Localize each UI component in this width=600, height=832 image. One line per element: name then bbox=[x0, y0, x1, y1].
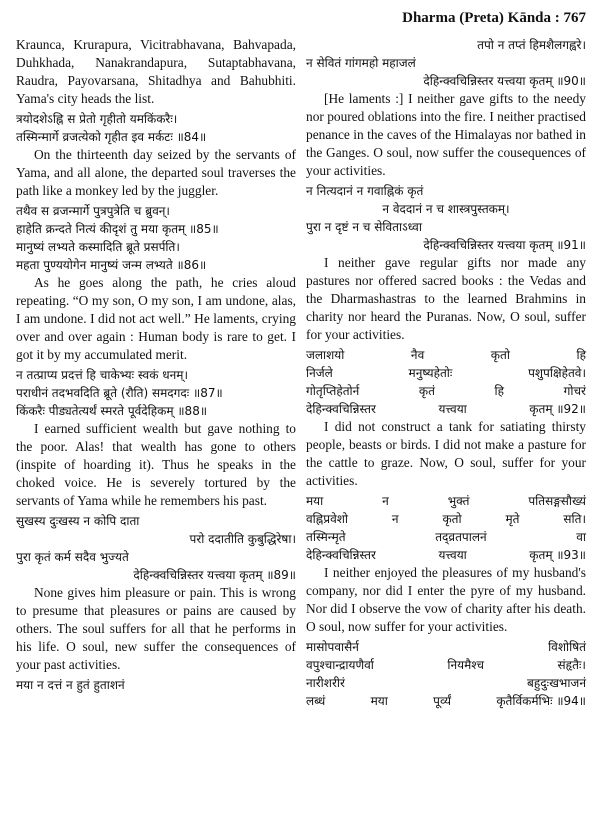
verse-line: देहिन्क्वचिन्निस्तर यत्त्वया कृतम् ॥90॥ bbox=[423, 74, 586, 88]
verse-line: तपो न तप्तं हिमशैलगह्वरे। bbox=[477, 38, 586, 52]
right-column bbox=[306, 36, 586, 710]
verse-word: मृते bbox=[505, 512, 520, 526]
verse-word: कृतम् ॥92॥ bbox=[529, 402, 586, 416]
verse-word: सति। bbox=[563, 512, 586, 526]
paragraph: I neither enjoyed the pleasures of my husband's company, nor did I enter the pyre of my husband. Nor did I observe the vow of charity after his death. O soul, now suffer for your activities. bbox=[306, 565, 586, 634]
verse-word: कृतैर्विकर्मभिः ॥94॥ bbox=[496, 694, 586, 708]
verse-word: नियमैश्च bbox=[447, 658, 484, 672]
paragraph: [He laments :] I neither gave gifts to the needy nor poured oblations into the fire. I neither practised penance in the caves of the Himalayas nor bathed in the Ganges. O soul, now suffer the cousequences of your activities. bbox=[306, 91, 587, 178]
verse-line bbox=[306, 656, 586, 674]
paragraph: I did not construct a tank for satiating thirsty people, beasts or birds. I did not make a pasture for the cattle to graze. Now, O soul, suffer for your activities. bbox=[306, 419, 586, 488]
verse-word: पूर्व्यं bbox=[433, 694, 452, 708]
verse-word: न bbox=[382, 494, 389, 508]
verse-word: पशुपक्षिहेतवे। bbox=[528, 366, 586, 380]
verse-line: न सेवितं गांगमहो महाजलं bbox=[306, 56, 416, 70]
left-column bbox=[16, 36, 296, 694]
paragraph: On the thirteenth day seized by the servants of Yama, and all alone, the departed soul traverses the path like a monkey led by the juggler. bbox=[16, 147, 296, 198]
verse-word: मनुष्यहेतोः bbox=[408, 366, 453, 380]
verse-line: तथैव स व्रजन्मार्गे पुत्रपुत्रेति च ब्रुवन्। bbox=[16, 204, 170, 218]
verse-word: कृतो bbox=[490, 348, 510, 362]
verse-line: देहिन्क्वचिन्निस्तर यत्त्वया कृतम् ॥89॥ bbox=[133, 568, 296, 582]
verse-word: जलाशयो bbox=[306, 348, 345, 362]
verse-line: महता पुण्ययोगेन मानुष्यं जन्म लभ्यते ॥86॥ bbox=[16, 258, 207, 272]
verse-word: मया bbox=[306, 494, 324, 508]
paragraph: None gives him pleasure or pain. This is wrong to presume that pleasures or pains are caused by others. The soul suffers for all that he performs in his life. O soul, new suffer the consequences of your past activities. bbox=[16, 585, 296, 672]
verse-word: तद्व्रतपालनं bbox=[435, 530, 487, 544]
verse-word: तस्मिन्मृते bbox=[306, 530, 346, 544]
verse-line bbox=[306, 510, 586, 528]
verse-word: देहिन्क्वचिन्निस्तर bbox=[306, 548, 376, 562]
verse-line bbox=[306, 382, 586, 400]
verse-word: न bbox=[391, 512, 399, 526]
verse-word: निर्जले bbox=[306, 366, 333, 380]
verse-line: पराधीनं तदभवदिति ब्रूते (रौति) समदगदः ॥87॥ bbox=[16, 386, 223, 400]
verse-word: देहिन्क्वचिन्निस्तर bbox=[306, 402, 376, 416]
verse-word: वपुश्चान्द्रायणैर्वा bbox=[306, 658, 374, 672]
verse-line: न नित्यदानं न गवाह्निकं कृतं bbox=[306, 184, 424, 198]
verse-word: संहृतैः। bbox=[557, 658, 586, 672]
verse-line bbox=[306, 546, 586, 564]
verse-line bbox=[306, 692, 586, 710]
verse-word: मासोपवासैर्न bbox=[306, 640, 359, 654]
verse-line: न वेददानं न च शास्त्रपुस्तकम्। bbox=[382, 202, 510, 216]
verse-word: कृतं bbox=[418, 384, 435, 398]
verse-line: तस्मिन्मार्गे व्रजत्येको गृहीत इव मर्कटः ॥84॥ bbox=[16, 130, 207, 144]
verse-word: गोतृप्तिहेतोर्न bbox=[306, 384, 360, 398]
verse-line: मानुष्यं लभ्यते कस्मादिति ब्रूते प्रसर्पति। bbox=[16, 240, 180, 254]
verse-word: कृतम् ॥93॥ bbox=[529, 548, 586, 562]
verse-line: पुरा न दृष्टं न च सेविताऽध्वा bbox=[306, 220, 422, 234]
verse-word: वह्निप्रवेशो bbox=[306, 512, 349, 526]
verse-line: मया न दत्तं न हुतं हुताशनं bbox=[16, 678, 125, 692]
verse-word: भुक्तं bbox=[447, 494, 470, 508]
paragraph: I neither gave regular gifts nor made any pastures nor offered sacred books : the Vedas and the Dharmashastras to the learned Brahmins in charity nor heard the Puranas. Now, O soul, suffer for your activities. bbox=[306, 255, 586, 342]
verse-word: हि bbox=[494, 384, 505, 398]
verse-line bbox=[306, 400, 586, 418]
verse-line bbox=[306, 492, 586, 510]
verse-line: सुखस्य दुःखस्य न कोपि दाता bbox=[16, 514, 140, 528]
verse-word: लब्धं bbox=[306, 694, 326, 708]
paragraph: Kraunca, Krurapura, Vicitrabhavana, Bahvapada, Duhkhada, Nanakrandapura, Sutaptabhavana, Raudra, Payovarsana, Shitadhya and Bahubhiti. Yama's city heads the list. bbox=[16, 37, 296, 106]
verse-word: कृतो bbox=[442, 512, 462, 526]
verse-line: देहिन्क्वचिन्निस्तर यत्त्वया कृतम् ॥91॥ bbox=[423, 238, 586, 252]
verse-word: वा bbox=[576, 530, 586, 544]
verse-word: नैव bbox=[410, 348, 425, 362]
verse-line bbox=[306, 638, 586, 656]
paragraph: I earned sufficient wealth but gave nothing to the poor. Alas! that wealth has gone to others (inspite of hoarding it). Thus he speaks in the choked voice. He is severely tortured by the servants of Yama while he remembers his past. bbox=[16, 421, 296, 508]
verse-line: परो ददातीति कुबुद्धिरेषा। bbox=[189, 532, 296, 546]
verse-line: किंकरैः पीड्यतेत्यर्थं स्मरते पूर्वदेहिकम् ॥88॥ bbox=[16, 404, 208, 418]
verse-line bbox=[306, 674, 586, 692]
verse-word: यत्त्वया bbox=[438, 402, 467, 416]
verse-line bbox=[306, 364, 586, 382]
verse-word: हि bbox=[576, 348, 586, 362]
verse-word: नारीशरीरं bbox=[306, 676, 345, 690]
verse-word: यत्त्वया bbox=[438, 548, 467, 562]
verse-word: गोचरं bbox=[563, 384, 586, 398]
page-header: Dharma (Preta) Kānda : 767 bbox=[402, 10, 586, 26]
verse-line bbox=[306, 346, 586, 364]
verse-line: न तत्प्राप्य प्रदत्तं हि चाकेभ्यः स्वकं धनम्। bbox=[16, 368, 188, 382]
verse-word: विशोषितं bbox=[548, 640, 586, 654]
verse-line bbox=[306, 528, 586, 546]
verse-word: मया bbox=[370, 694, 388, 708]
verse-word: बहुदुःखभाजनं bbox=[527, 676, 586, 690]
verse-line: हाहेति क्रन्दते नित्यं कीदृशं तु मया कृतम् ॥85॥ bbox=[16, 222, 219, 236]
verse-line: पुरा कृतं कर्म सदैव भुज्यते bbox=[16, 550, 129, 564]
verse-word: पतिसङ्गसौख्यं bbox=[528, 494, 586, 508]
verse-line: त्रयोदशेऽह्नि स प्रेतो गृहीतो यमकिंकरैः। bbox=[16, 112, 178, 126]
paragraph: As he goes along the path, he cries aloud repeating. “O my son, O my son, I am undone, alas, I am undone. I did not act well.” He laments, crying over and over again : Human body is rare to get. I got it by my accumulated merit. bbox=[16, 275, 296, 362]
